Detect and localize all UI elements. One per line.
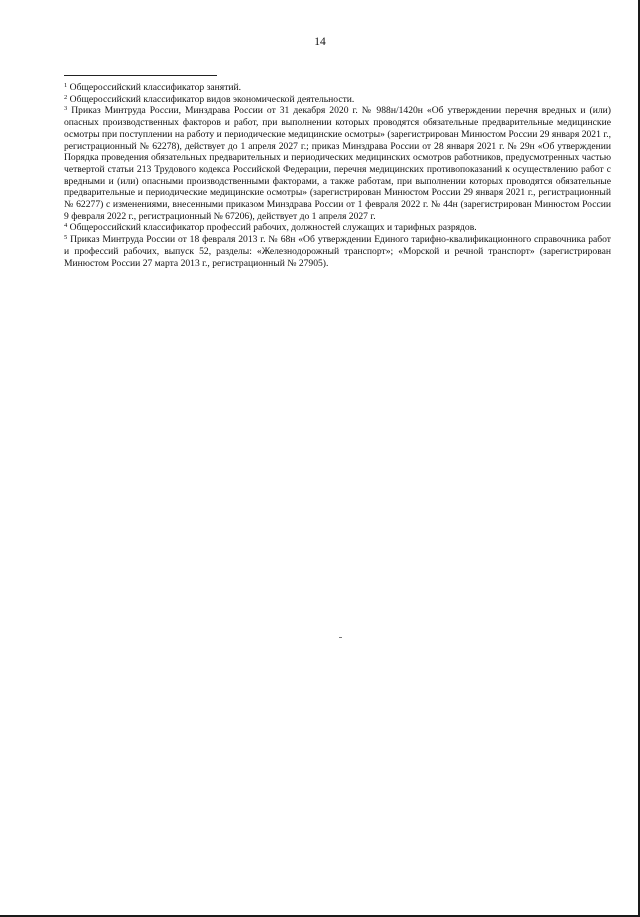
footnote-text: Общероссийский классификатор профессий рабочих, должностей служащих и тарифных разрядов. (69, 222, 477, 234)
footnote-2 (64, 94, 611, 106)
footnote-marker: 5 (64, 234, 68, 242)
page-number: 14 (314, 36, 326, 48)
footnote-marker: 3 (64, 105, 68, 113)
footnote-marker: 2 (64, 93, 68, 101)
footnote-text: Приказ Минтруда России от 18 февраля 2013 г. № 68н «Об утверждении Единого тарифно-квалификационного справочника работ и профессий рабочих, выпуск 52, разделы: «Железнодорожный транспорт»; «Морской и речной транспорт» (зарегистрирован Минюстом России 27 марта 2013 г., регистрационный № 27905). (64, 234, 611, 269)
footnote-marker: 4 (64, 222, 68, 230)
footnote-4 (64, 222, 611, 234)
footnote-marker: 1 (64, 82, 68, 89)
footnote-5 (64, 234, 611, 269)
footnote-separator-line (64, 75, 217, 76)
footnote-text: Общероссийский классификатор занятий. (69, 82, 242, 93)
footnotes-section (64, 82, 611, 269)
footnote-text: Общероссийский классификатор видов экономической деятельности. (69, 93, 355, 105)
footnote-1 (64, 82, 611, 94)
footnote-3 (64, 105, 611, 222)
footnote-text: Приказ Минтруда России, Минздрава России от 31 декабря 2020 г. № 988н/1420н «Об утверждении перечня вредных и (или) опасных производственных факторов и работ, при выполнении которых проводятся обязательные предварительные медицинские осмотры при поступлении на работу и периодические медицинские осмотры» (зарегистрирован Минюстом России 29 января 2021 г., регистрационный № 62278), действует до 1 апреля 2027 г.; приказ Минздрава России от 28 января 2021 г. № 29н «Об утверждении Порядка проведения обязательных предварительных и периодических медицинских осмотров работников, предусмотренных частью четвертой статьи 213 Трудового кодекса Российской Федерации, перечня медицинских противопоказаний к осуществлению работ с вредными и (или) опасными производственными факторами, а также работам, при выполнении которых проводятся обязательные предварительные и периодические медицинские осмотры» (зарегистрирован Минюстом России 29 января 2021 г., регистрационный № 62277) с изменениями, внесенными приказом Минздрава России от 1 февраля 2022 г. № 44н (зарегистрирован Минюстом России 9 февраля 2022 г., регистрационный № 67206), действует до 1 апреля 2027 г. (64, 105, 611, 222)
scan-artifact-mark (339, 637, 342, 638)
